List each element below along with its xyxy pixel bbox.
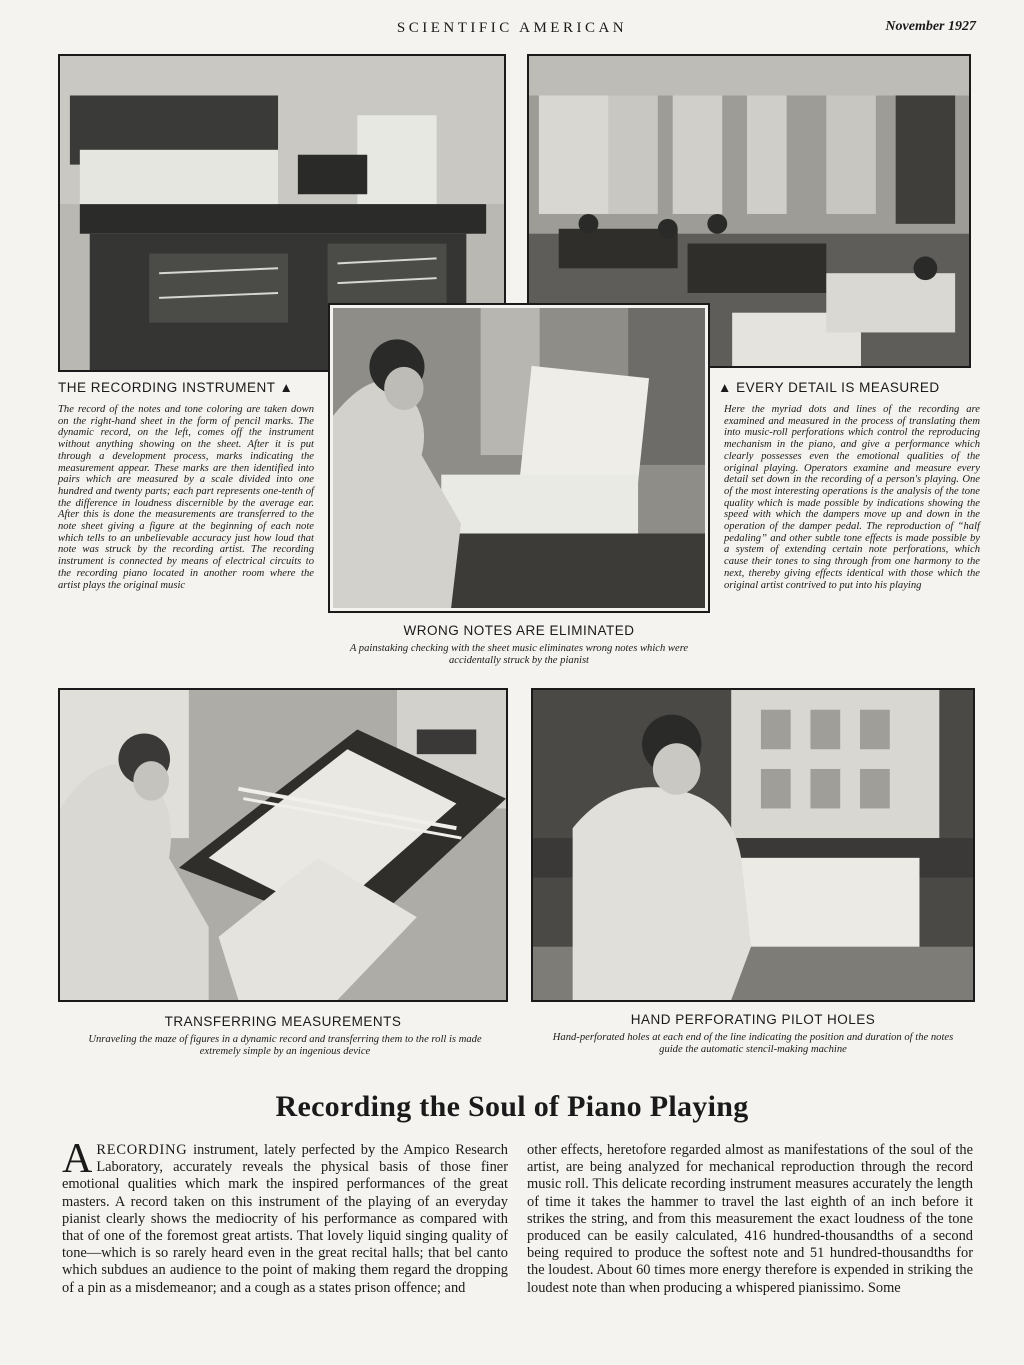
photo-transferring bbox=[58, 688, 508, 1002]
caption-wrong-notes: A painstaking checking with the sheet music eliminates wrong notes which were accidentally struck by the pianist bbox=[349, 643, 689, 666]
article-column-1 bbox=[62, 1136, 508, 1297]
caption-every-detail: Here the myriad dots and lines of the recording are examined and measured in the process of translating them into music-roll perforations which control the reproducing mechanism in the piano, and give a performance which clearly possesses even the emotional qualities of the original playing. Operators examine and measure every detail set down in the recording of a person's playing. One of the most interesting operations is the analysis of the tone quality which is made possible by indications showing the speed with which the dampers move up and down in the operation of the damper pedal. The reproduction of “half pedaling” and other subtle tone effects is made possible by a system of extending certain note perforations, which cause their tones to sing through from one harmony to the next, thereby giving effects identical with those which the original artist contrived to put into his playing bbox=[724, 404, 980, 591]
article-column-2: other effects, heretofore regarded almost as manifestations of the soul of the artist, are being analyzed for mechanical reproduction through the record music roll. This delicate recording instrument measures accurately the length of time it takes the hammer to travel the last eighth of an inch before it strikes the string, and from this measurement the exact loudness of the tone produced can be easily calculated, 416 hundred-thousandths of a second being required to produce the softest note and 51 hundred-thousandths for the loudest. About 60 times more energy therefore is expended in striking the loudest note than when producing a whispered pianissimo. Some bbox=[527, 1142, 973, 1296]
magazine-title: SCIENTIFIC AMERICAN bbox=[396, 20, 628, 36]
caption-title-wrong-notes: WRONG NOTES ARE ELIMINATED bbox=[403, 623, 635, 638]
photo-wrong-notes bbox=[330, 305, 708, 611]
article-lead-word: RECORDING bbox=[96, 1142, 188, 1158]
caption-transferring: Unraveling the maze of figures in a dynamic record and transferring them to the roll is made extremely simple by an ingenious device bbox=[88, 1034, 482, 1057]
caption-title-every-detail: ▲ EVERY DETAIL IS MEASURED bbox=[718, 380, 940, 395]
issue-date: November 1927 bbox=[885, 19, 976, 34]
caption-title-recording-instrument: THE RECORDING INSTRUMENT ▲ bbox=[58, 380, 294, 395]
caption-title-transferring: TRANSFERRING MEASUREMENTS bbox=[164, 1014, 402, 1029]
drop-cap: A bbox=[62, 1136, 93, 1182]
article-title: Recording the Soul of Piano Playing bbox=[275, 1090, 749, 1123]
caption-title-perforating: HAND PERFORATING PILOT HOLES bbox=[630, 1012, 876, 1027]
caption-recording-instrument: The record of the notes and tone coloring are taken down on the right-hand sheet in the form of pencil marks. The dynamic record, on the left, comes off the instrument without anything showing on the sheet. After it is put through a development process, marks indicating the measurement appear. These marks are then identified into pairs which are measured by a scale divided into one hundred and twenty parts; each part represents one-tenth of the difference in loudness discernible by the average ear. After this is done the measurements are transferred to the note sheet giving a figure at the beginning of each note which tells to an unbelievable accuracy just how loud that note was struck by the recording artist. The recording instrument is connected by means of electrical circuits to the recording piano located in another room where the artist plays the original music bbox=[58, 404, 314, 591]
article-column-1-text: instrument, lately perfected by the Ampico Research Laboratory, accurately reveals the physical basis of those finer emotional qualities which mark the inspired performances of the great masters. A record taken on this instrument of the playing of an everyday pianist clearly shows the mediocrity of his performance as compared with that of one of the foremost great artists. That lovely liquid singing quality of tone—which is so rarely heard even in the great recital halls; that bel canto which subdues an audience to the point of making them regard the dropping of a pin as a misdemeanor; and a cough as a states prison offence; and bbox=[62, 1142, 508, 1296]
photo-perforating bbox=[531, 688, 975, 1002]
caption-perforating: Hand-perforated holes at each end of the line indicating the position and duration of the notes guide the automatic stencil-making machine bbox=[552, 1032, 954, 1055]
